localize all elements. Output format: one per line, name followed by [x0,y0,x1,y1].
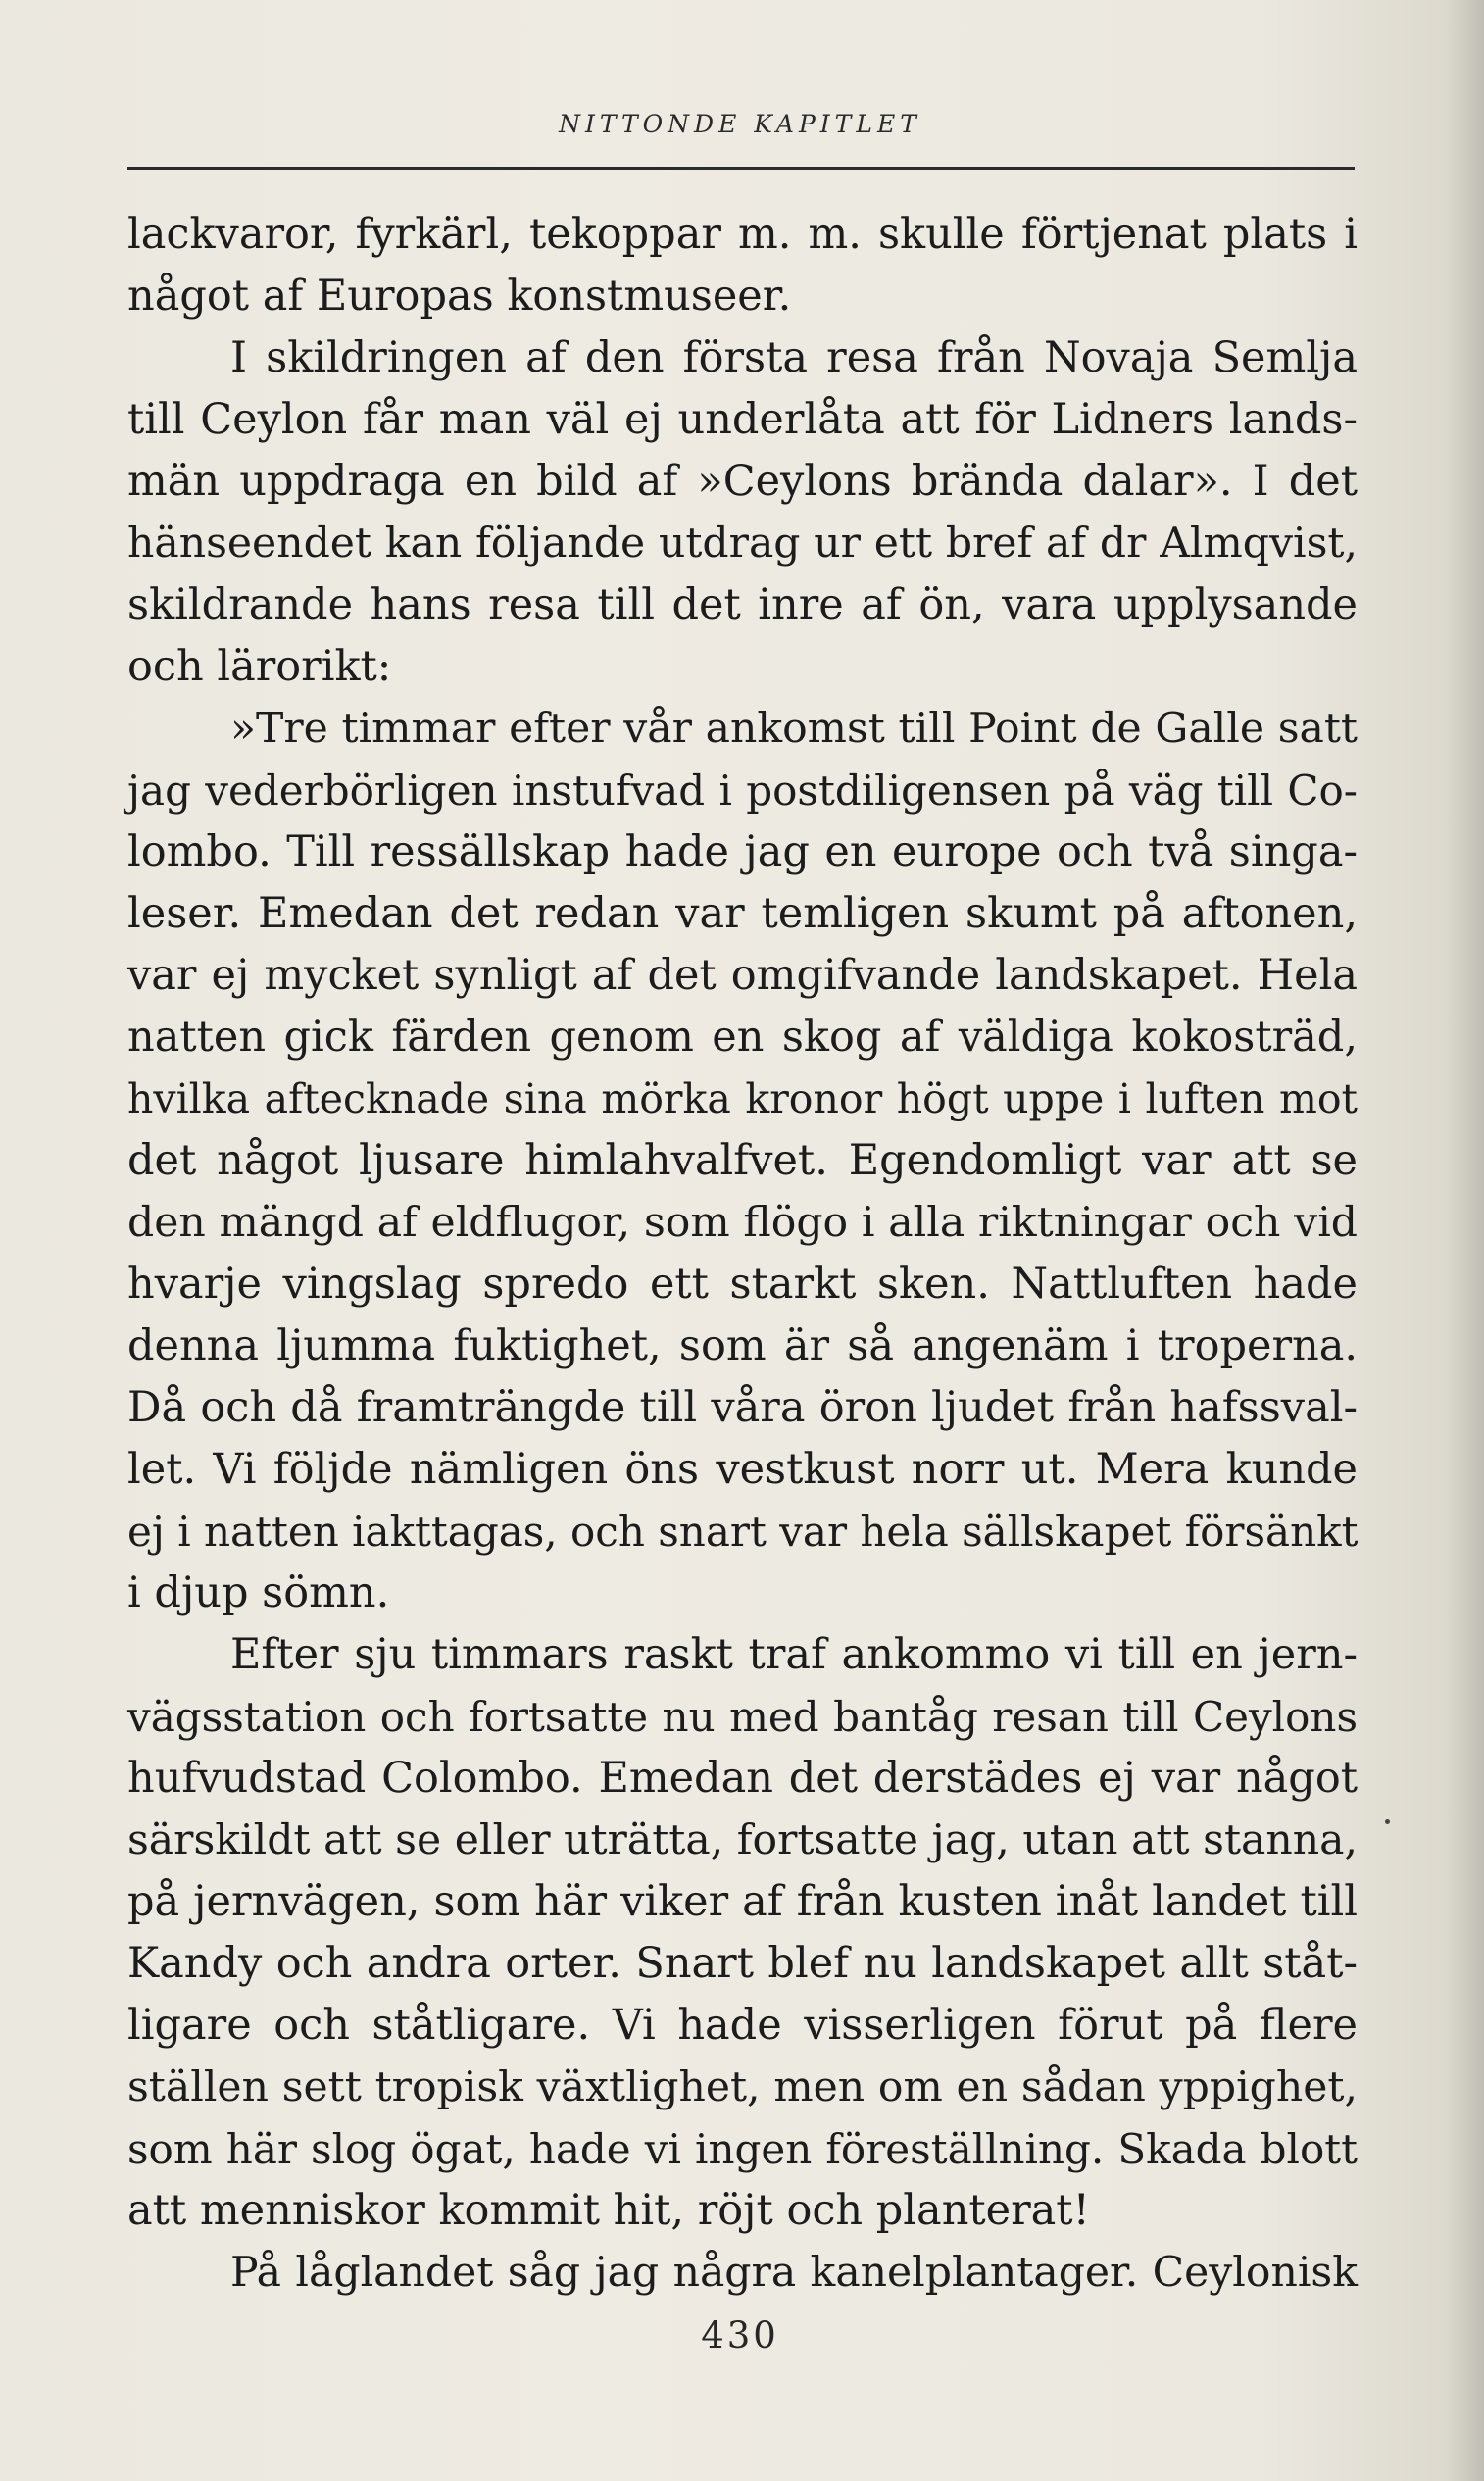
text-line: hänseendet kan följande utdrag ur ett bref af dr Almqvist, [127,520,1358,568]
text-line: hufvudstad Colombo. Emedan det derstädes ej var något [127,1754,1358,1803]
page-edge-shadow [1445,0,1484,2481]
text-line: på jernvägen, som här viker af från kusten inåt landet till [127,1877,1358,1926]
text-line: särskildt att se eller uträtta, fortsatte jag, utan att stanna, [127,1816,1358,1864]
text-line: att menniskor kommit hit, röjt och planterat! [127,2186,1090,2235]
text-line: Efter sju timmars raskt traf ankommo vi till en jern- [230,1630,1358,1679]
text-line: ej i natten iakttagas, och snart var hela sällskapet försänkt [127,1508,1359,1556]
text-line: män uppdraga en bild af »Ceylons brända dalar». I det [127,457,1358,506]
text-line: »Tre timmar efter vår ankomst till Point de Galle satt [230,705,1358,753]
text-line: skildrande hans resa till det inre af ön, vara upplysande [127,580,1358,629]
text-line: lombo. Till ressällskap hade jag en europe och två singa- [127,827,1358,876]
text-line: var ej mycket synligt af det omgifvande landskapet. Hela [127,951,1358,1000]
text-line: ligare och ståtligare. Vi hade visserligen förut på flere [127,2001,1358,2050]
text-line: let. Vi följde nämligen öns vestkust norr ut. Mera kunde [127,1445,1358,1494]
text-line: det något ljusare himlahvalfvet. Egendomligt var att se [127,1136,1358,1185]
body-text [127,204,1358,2304]
text-line: något af Europas konstmuseer. [127,272,792,321]
text-line: ställen sett tropisk växtlighet, men om en sådan yppighet, [127,2063,1358,2111]
text-line: Kandy och andra orter. Snart blef nu landskapet allt ståt- [127,1939,1358,1988]
running-head: NITTONDE KAPITLET [559,110,921,138]
text-line: som här slog ögat, hade vi ingen föreställning. Skada blott [127,2125,1358,2173]
print-speck [1385,1819,1390,1824]
text-line: denna ljumma fuktighet, som är så angenäm i troperna. [127,1321,1358,1370]
page-number: 430 [701,2314,779,2357]
text-line: och lärorikt: [127,642,392,691]
text-line: till Ceylon får man väl ej underlåta att för Lidners lands- [127,395,1358,444]
text-line: jag vederbörligen instufvad i postdiligensen på väg till Co- [127,767,1358,815]
text-line: På låglandet såg jag några kanelplantager. Ceylonisk [230,2249,1358,2297]
text-line: I skildringen af den första resa från Novaja Semlja [230,333,1358,382]
text-line: hvilka aftecknade sina mörka kronor högt uppe i luften mot [127,1075,1358,1122]
text-line: lackvaror, fyrkärl, tekoppar m. m. skulle förtjenat plats i [127,210,1358,259]
text-line: i djup sömn. [127,1568,390,1617]
text-line: hvarje vingslag spredo ett starkt sken. Nattluften hade [127,1260,1358,1309]
text-line: Då och då framträngde till våra öron ljudet från hafssval- [127,1383,1358,1432]
text-line: den mängd af eldflugor, som flögo i alla riktningar och vid [127,1199,1358,1247]
header-rule [127,167,1355,170]
text-line: leser. Emedan det redan var temligen skumt på aftonen, [127,889,1358,938]
text-line: natten gick färden genom en skog af väldiga kokosträd, [127,1013,1358,1062]
text-line: vägsstation och fortsatte nu med bantåg resan till Ceylons [127,1693,1358,1741]
